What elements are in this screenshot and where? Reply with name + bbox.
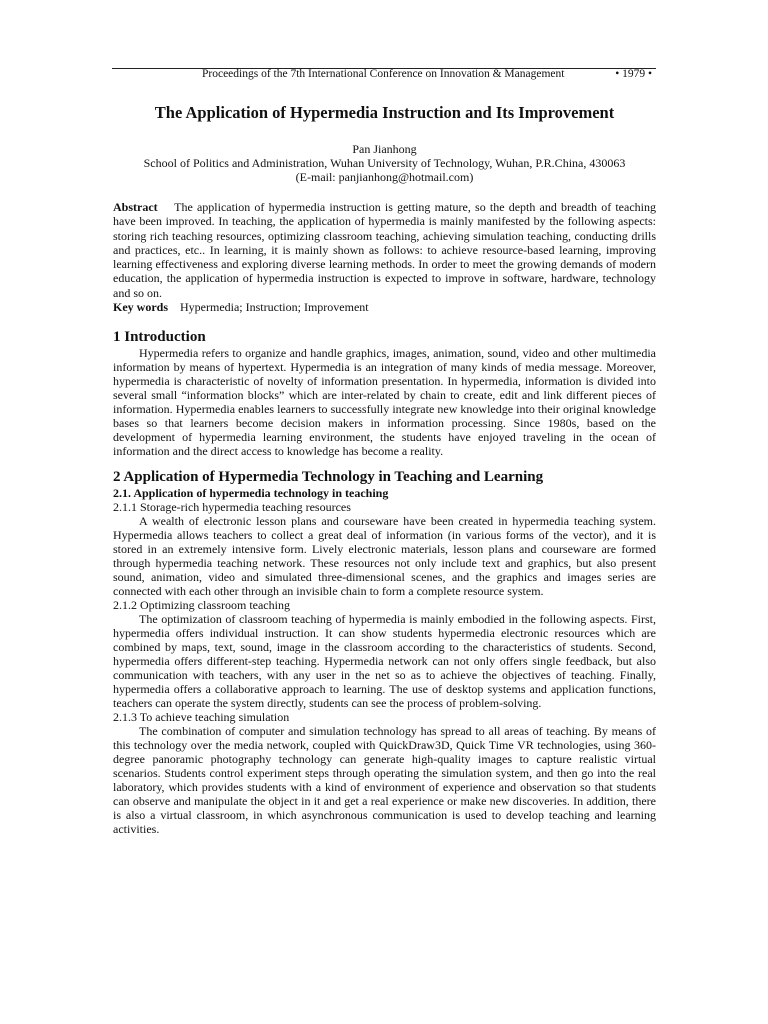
section-2-1-3-paragraph: The combination of computer and simulation technology has spread to all areas of teaching. By means of this technology over the media network, coupled with QuickDraw3D, Quick Time VR technologies, using 360-degree panoramic photography technology can generate high-quality images to capture realistic virtual scenarios. Students control experiment steps through operating the simulation system, and then go into the real laboratory, which provides students with a kind of environment of experience and observation so that students can observe and manipulate the object in it and get a real experience or make new discoveries. In addition, there is also a virtual classroom, in which asynchronous communication is used to develop teaching and learning activities. — [113, 724, 656, 837]
section-2-1-2-heading: 2.1.2 Optimizing classroom teaching — [113, 598, 290, 613]
section-1-paragraph: Hypermedia refers to organize and handle graphics, images, animation, sound, video and other multimedia information by means of hypertext. Hypermedia is an integration of many kinds of media message. Moreover, hypermedia is characteristic of novelty of information presentation. In hypermedia, information is divided into several small “information blocks” which are inter-related by chain to create, edit and link different pieces of information. Hypermedia enables learners to successfully integrate new knowledge into their original knowledge bases so that learners become decision makers in information processing. Since 1980s, based on the development of hypermedia learning environment, the students have enjoyed traveling in the ocean of information and the direct access to knowledge has become a reality. — [113, 346, 656, 459]
keywords-text: Hypermedia; Instruction; Improvement — [180, 300, 369, 315]
keywords — [113, 300, 656, 314]
abstract-label: Abstract — [113, 200, 158, 214]
page-number: • 1979 • — [615, 68, 652, 80]
section-2-1-heading: 2.1. Application of hypermedia technology in teaching — [113, 486, 389, 501]
section-2-1-1-heading: 2.1.1 Storage-rich hypermedia teaching resources — [113, 500, 351, 515]
author-name: Pan Jianhong — [352, 142, 417, 156]
section-2-1-3-heading: 2.1.3 To achieve teaching simulation — [113, 710, 290, 725]
abstract-text: The application of hypermedia instruction is getting mature, so the depth and breadth of teaching have been improved. In teaching, the application of hypermedia is mainly manifested by the following aspects: storing rich teaching resources, optimizing classroom teaching, achieving simulation teaching, conducting drills and practices, etc.. In learning, it is mainly shown as follows: to achieve resource-based learning, improving learning effectiveness and exploring diverse learning methods. In order to meet the growing demands of modern education, the application of hypermedia instruction is expected to improve in software, hardware, technology and so on. — [113, 200, 656, 300]
running-header — [112, 66, 656, 80]
keywords-label: Key words — [113, 300, 168, 315]
section-2-heading: 2 Application of Hypermedia Technology in Teaching and Learning — [113, 469, 544, 486]
section-1-heading: 1 Introduction — [113, 329, 206, 346]
paper-body — [113, 102, 656, 836]
author-affiliation: School of Politics and Administration, Wuhan University of Technology, Wuhan, P.R.China, 430063 — [143, 156, 626, 170]
section-2-1-1-paragraph: A wealth of electronic lesson plans and courseware have been created in hypermedia teaching system. Hypermedia allows teachers to collect a great deal of information (in various forms of the vector), and it is stored in an extremely intensive form. Lively electronic materials, lesson plans and courseware are formed through hypermedia teaching network. These resources not only include text and graphics, but also present sound, animation, video and simulated three-dimensional scenes, and the graphics and images series are connected with each other through an invisible chain to form a complete resource system. — [113, 514, 656, 599]
author-email: (E-mail: panjianhong@hotmail.com) — [295, 170, 474, 184]
proceedings-title: Proceedings of the 7th International Conference on Innovation & Management — [202, 68, 565, 80]
section-2-1-2-paragraph: The optimization of classroom teaching of hypermedia is mainly embodied in the following aspects. First, hypermedia offers individual instruction. It can show students hypermedia electronic resources which are combined by maps, text, sound, image in the classroom according to the characteristics of students. Second, hypermedia offers different-step teaching. Hypermedia network can not only offers single feedback, but also communication with teachers, with any user in the net so as to achieve the objectives of teaching. Finally, hypermedia offers a collaborative approach to learning. The use of desktop systems and application functions, teachers can operate the system directly, students can see the process of problem-solving. — [113, 612, 656, 711]
abstract — [113, 200, 656, 300]
paper-title: The Application of Hypermedia Instruction and Its Improvement — [154, 103, 615, 122]
